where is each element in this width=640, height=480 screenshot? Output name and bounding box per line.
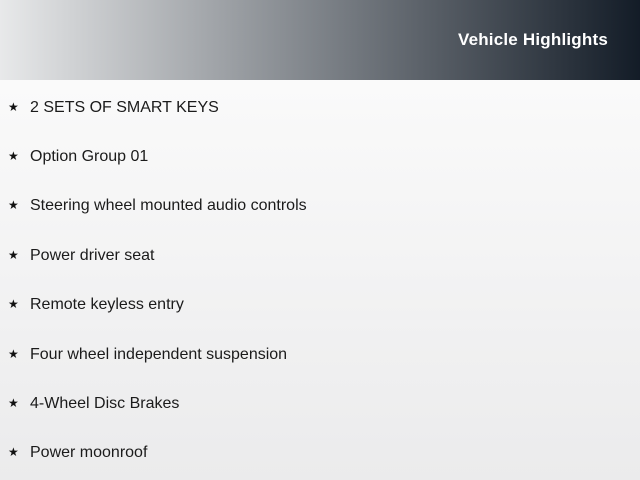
star-icon: ★ — [8, 198, 19, 213]
list-item — [8, 429, 630, 478]
list-item — [8, 231, 630, 280]
star-icon: ★ — [8, 445, 19, 460]
highlights-panel — [0, 80, 640, 480]
highlight-label: Power driver seat — [30, 246, 155, 264]
highlight-label: Power moonroof — [30, 444, 148, 462]
highlight-label: Remote keyless entry — [30, 296, 184, 314]
highlights-list — [0, 80, 640, 478]
highlight-label: 4-Wheel Disc Brakes — [30, 395, 180, 413]
highlight-label: Four wheel independent suspension — [30, 345, 288, 363]
list-item — [8, 379, 630, 428]
star-icon: ★ — [8, 396, 19, 411]
star-icon: ★ — [8, 346, 19, 361]
list-item — [8, 83, 630, 132]
highlight-label: Steering wheel mounted audio controls — [30, 197, 307, 215]
list-item — [8, 330, 630, 379]
list-item — [8, 182, 630, 231]
star-icon: ★ — [8, 297, 19, 312]
star-icon: ★ — [8, 149, 19, 164]
page-title: Vehicle Highlights — [457, 30, 608, 49]
star-icon: ★ — [8, 99, 19, 114]
star-icon: ★ — [8, 247, 19, 262]
highlight-label: 2 SETS OF SMART KEYS — [30, 98, 219, 116]
highlight-label: Option Group 01 — [30, 148, 149, 166]
list-item — [8, 132, 630, 181]
list-item — [8, 281, 630, 330]
vehicle-highlights-header — [0, 0, 640, 80]
